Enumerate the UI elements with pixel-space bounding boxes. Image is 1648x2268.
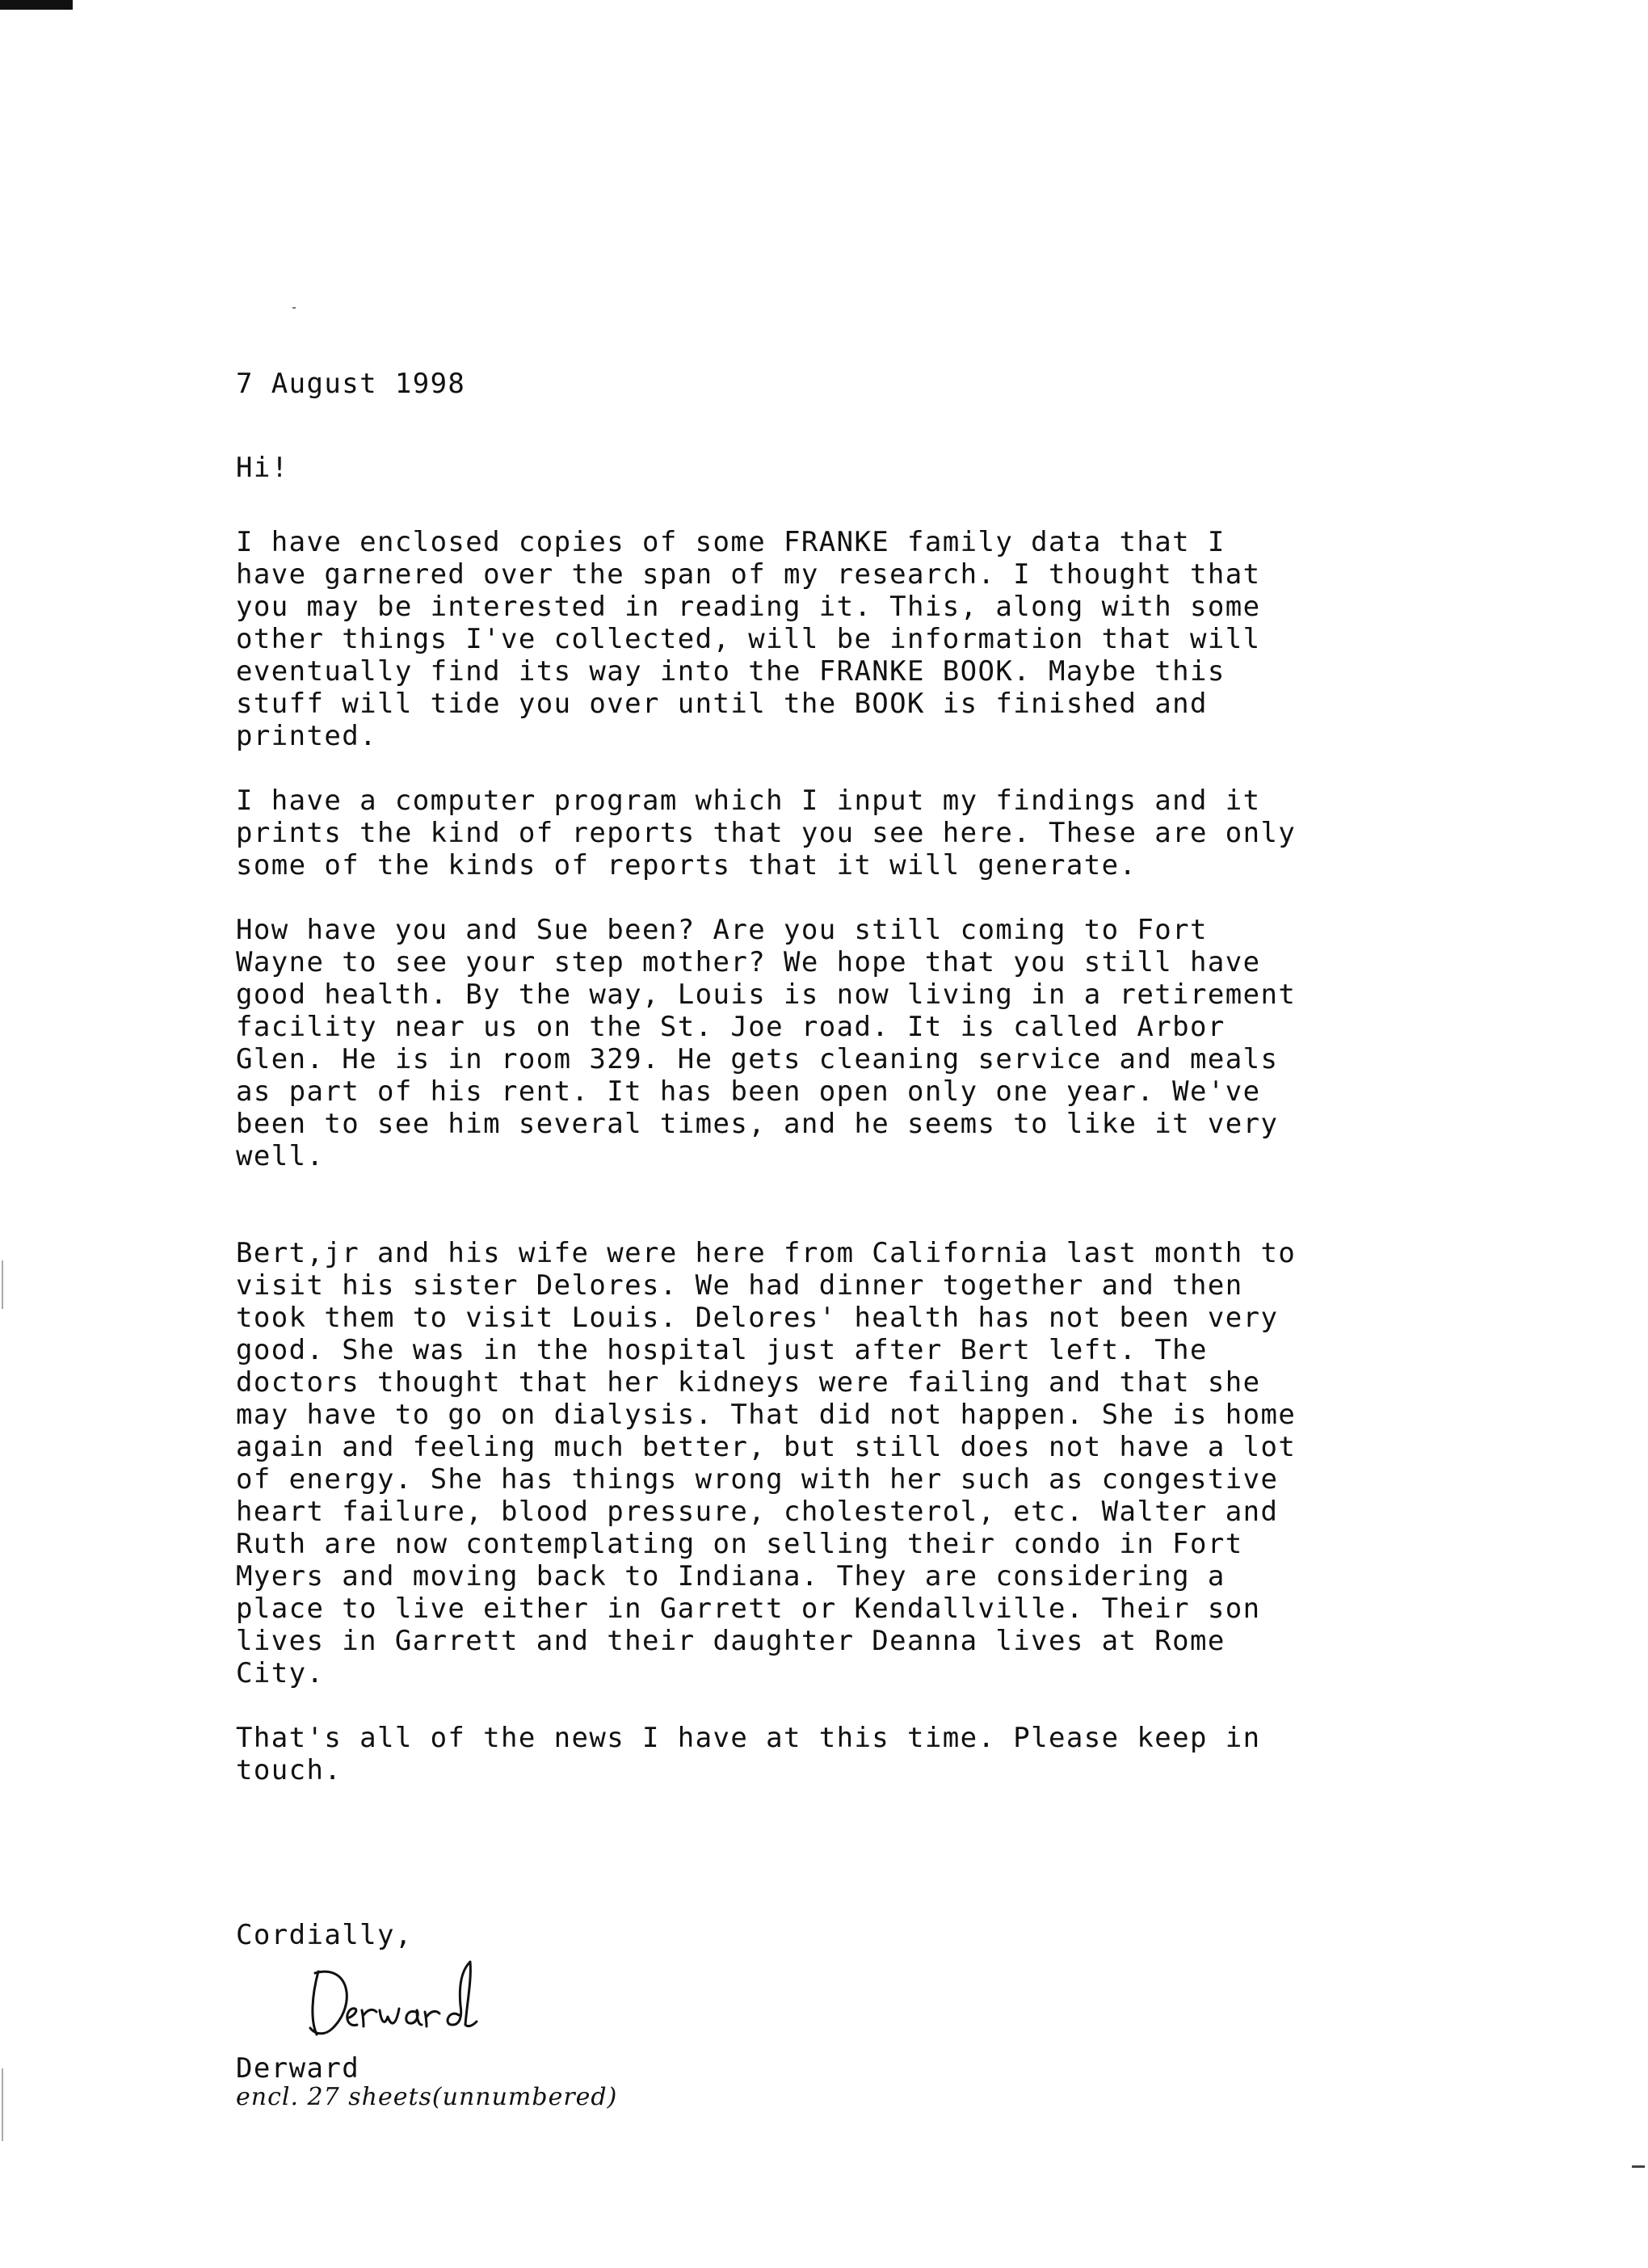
letter-closing: Cordially, (236, 1919, 413, 1951)
paragraph-family-news: How have you and Sue been? Are you still coming to Fort Wayne to see your step mother? We hope that you still have good health. By the way, Louis is now living in a retirement facility near us on the St. Joe road. It is called Arbor Glen. He is in room 329. He gets cleaning service and meals as part of his rent. It has been open only one year. We've been to see him several times, and he seems to like it very well. (236, 914, 1297, 1172)
scan-edge-line (2, 1260, 3, 1309)
letter-body (236, 368, 1431, 1951)
letter-greeting: Hi! (236, 452, 289, 484)
handwritten-signature (301, 1947, 511, 2044)
scan-artifact-mark (0, 0, 73, 10)
paragraph-computer-program: I have a computer program which I input my findings and it prints the kind of reports that you see here. These are only some of the kinds of reports that it will generate. (236, 785, 1297, 882)
scan-speck (292, 307, 296, 309)
enclosure-note: encl. 27 sheets(unnumbered) (236, 2083, 618, 2111)
letter-date: 7 August 1998 (236, 368, 466, 400)
paragraph-bert-delores: Bert,jr and his wife were here from California last month to visit his sister Delores. We had dinner together and then took them to visit Louis. Delores' health has not been very good. She was in the hospital just after Bert left. The doctors thought that her kidneys were failing and that she may have to go on dialysis. That did not happen. She is home again and feeling much better, but still does not have a lot of energy. She has things wrong with her such as congestive heart failure, blood pressure, cholesterol, etc. Walter and Ruth are now contemplating on selling their condo in Fort Myers and moving back to Indiana. They are considering a place to live either in Garrett or Kendallville. Their son lives in Garrett and their daughter Deanna lives at Rome City. (236, 1237, 1297, 1689)
paragraph-closing-remarks: That's all of the news I have at this time. Please keep in touch. (236, 1722, 1261, 1786)
scan-artifact-mark (1632, 2165, 1645, 2168)
signer-name: Derward (236, 2052, 360, 2085)
paragraph-enclosed-data: I have enclosed copies of some FRANKE family data that I have garnered over the span of my research. I thought that you may be interested in reading it. This, along with some other things I've collected, will be information that will eventually find its way into the FRANKE BOOK. Maybe this stuff will tide you over until the BOOK is finished and printed. (236, 526, 1261, 752)
scan-edge-line (2, 2068, 3, 2141)
